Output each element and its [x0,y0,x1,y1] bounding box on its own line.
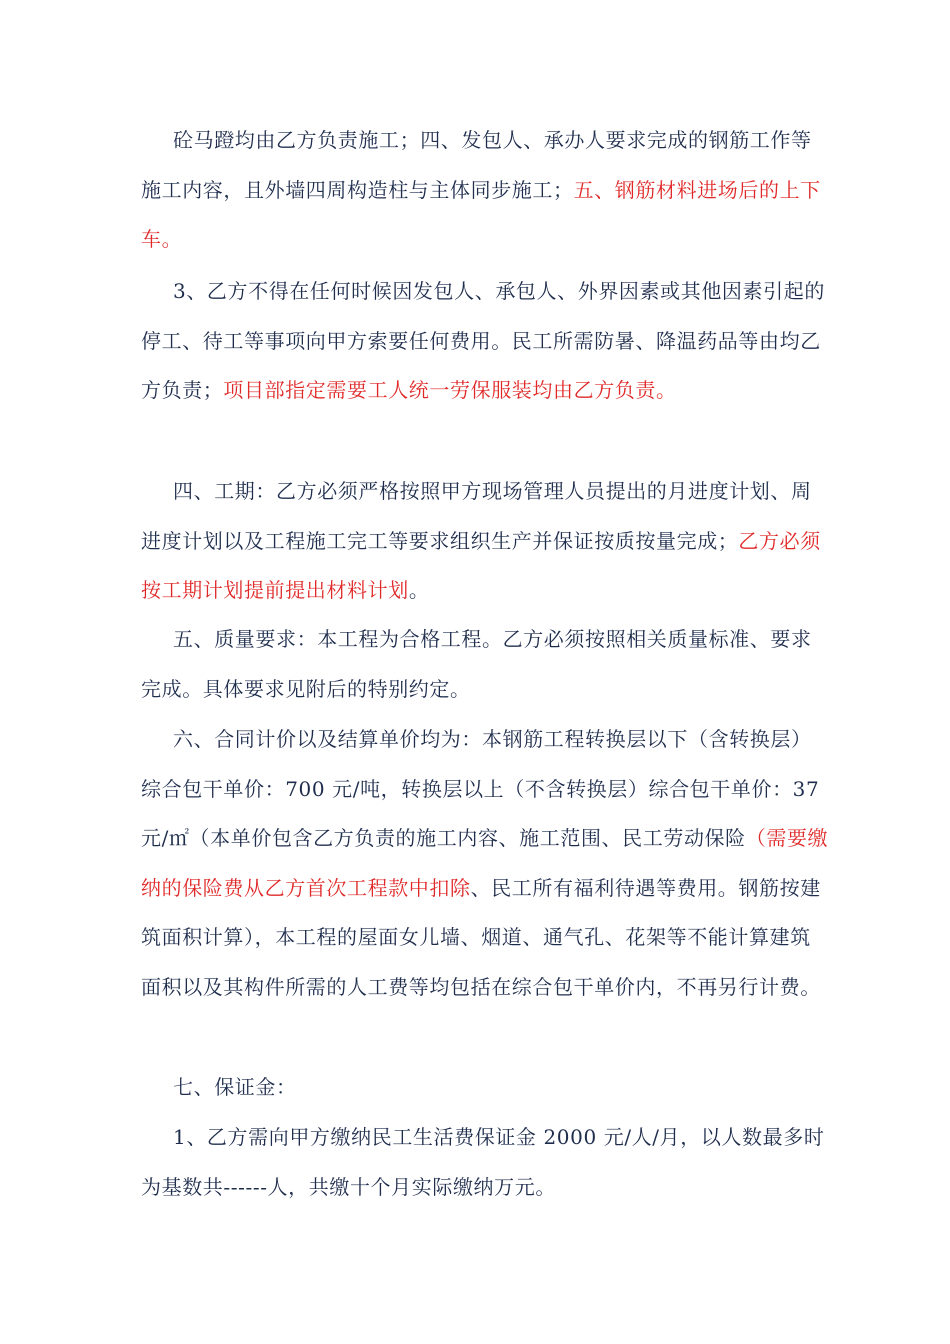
text-segment: 七、保证金： [173,1075,297,1099]
paragraph-section-5 [141,615,831,714]
text-segment: 四、工期：乙方必须严格按照甲方现场管理人员提出的月进度计划、周进度计划以及工程施工完工等要求组织生产并保证按质按量完成； [141,479,812,553]
text-segment: 。 [408,578,430,602]
text-segment-highlight: 乙方必须按工期计划提前提出材料计划 [141,528,821,602]
text-segment-highlight: 项目部指定需要工人统一劳保服装均由乙方负责。 [223,378,677,402]
text-segment-highlight: （需要缴纳的保险费从乙方首次工程款中扣除 [141,826,829,900]
paragraph-section-4 [141,467,831,616]
text-segment: 、民工所有福利待遇等费用。钢筋按建筑面积计算），本工程的屋面女儿墙、烟道、通气孔、花架等不能计算建筑面积以及其构件所需的人工费等均包括在综合包干单价内，不再另行计费。 [141,875,821,999]
text-segment: 六、合同计价以及结算单价均为：本钢筋工程转换层以下（含转换层）综合包干单价：700 元/吨，转换层以上（不含转换层）综合包干单价：37 元/㎡（本单价包含乙方负责的施工内容、施工范围、民工劳动保险 [141,727,820,850]
text-segment-highlight: 五、钢筋材料进场后的上下车。 [141,177,821,251]
paragraph-continuation [141,116,831,265]
text-segment: 砼马蹬均由乙方负责施工；四、发包人、承办人要求完成的钢筋工作等施工内容，且外墙四周构造柱与主体同步施工； [141,128,812,202]
text-segment: 3、乙方不得在任何时候因发包人、承包人、外界因素或其他因素引起的停工、待工等事项向甲方索要任何费用。民工所需防暑、降温药品等由均乙方负责； [141,279,825,402]
text-segment: 1、乙方需向甲方缴纳民工生活费保证金 2000 元/人/月，以人数最多时为基数共------人，共缴十个月实际缴纳万元。 [141,1125,825,1199]
paragraph-item-3 [141,267,831,416]
paragraph-section-7 [141,1063,831,1113]
paragraph-item-7-1 [141,1113,831,1212]
text-segment: 五、质量要求：本工程为合格工程。乙方必须按照相关质量标准、要求完成。具体要求见附后的特别约定。 [141,627,812,701]
paragraph-section-6 [141,715,831,1012]
